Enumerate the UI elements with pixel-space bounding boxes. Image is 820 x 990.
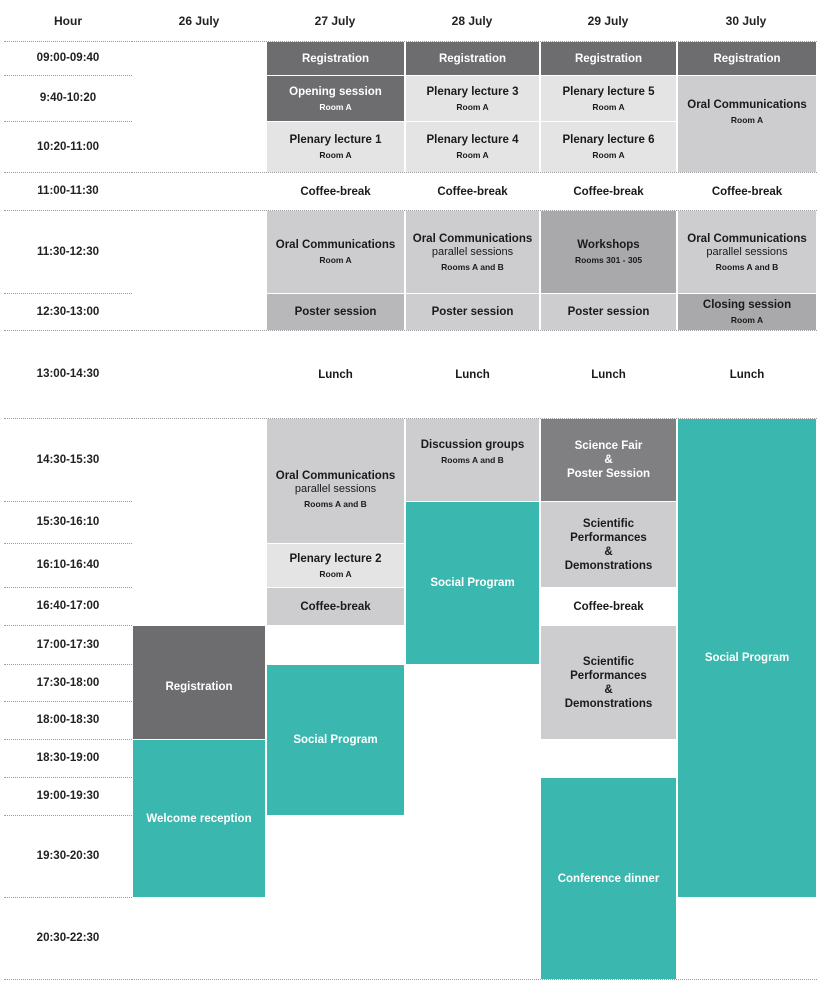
row-divider [4,979,132,980]
event-title: Registration [574,52,643,65]
event-subtitle: parallel sessions [294,482,377,495]
scientific-performances-1 [541,502,676,587]
coffee-break-28-morning [406,173,539,210]
event-title: Oral Communications [412,232,533,245]
event-room: Rooms 301 - 305 [574,255,643,265]
poster-session-29 [541,294,676,330]
event-title: Plenary lecture 3 [426,85,519,98]
oral-communications-27-afternoon [267,419,404,543]
row-divider [132,979,817,980]
registration-29 [541,42,676,75]
coffee-break-27-morning [267,173,404,210]
event-room: Rooms A and B [441,261,504,272]
time-slot-label: 20:30-22:30 [36,932,100,944]
plenary-lecture-3 [406,76,539,121]
event-title: Social Program [430,577,515,589]
event-room: Room A [456,150,489,160]
workshops [541,211,676,293]
event-title: Social Program [293,734,378,746]
time-slot-label: 18:00-18:30 [36,714,100,726]
event-title: Workshops [577,239,640,251]
scientific-performances-2 [541,626,676,739]
time-slot-label: 09:00-09:40 [36,52,100,64]
time-slot-label: 18:30-19:00 [36,752,100,764]
time-slot-label: 12:30-13:00 [36,305,100,318]
event-room: Rooms A and B [715,261,779,272]
opening-session [267,76,404,121]
time-slot-label: 16:10-16:40 [36,559,100,571]
registration-27 [267,42,404,75]
time-slot-label: 9:40-10:20 [39,92,97,104]
event-title: Coffee-break [300,185,371,198]
event-title: Oral Communications [687,232,807,245]
event-title: Conference dinner [557,872,660,885]
event-title: Plenary lecture 1 [289,134,382,146]
event-subtitle: parallel sessions [431,245,514,258]
event-title: Plenary lecture 6 [562,134,655,146]
time-slot-label: 17:30-18:00 [36,676,100,689]
oral-communications-27 [267,211,404,293]
event-subtitle: parallel sessions [706,245,788,258]
event-title: Coffee-break [573,600,644,613]
event-title: Scientific Performances & Demonstrations [564,517,653,572]
event-title: Lunch [591,368,626,381]
registration-30 [678,42,816,75]
event-title: Discussion groups [420,439,525,451]
event-room: Room A [319,568,352,579]
registration-26 [133,626,265,739]
oral-communications-28 [406,211,539,293]
social-program-28 [406,502,539,664]
time-slot-label: 13:00-14:30 [36,368,100,380]
science-fair [541,419,676,501]
plenary-lecture-2 [267,544,404,587]
event-room: Room A [592,101,625,112]
social-program-27 [267,665,404,815]
oral-communications-30-morning [678,76,816,172]
time-slot-label: 16:40-17:00 [36,600,100,612]
event-title: Coffee-break [711,185,783,198]
event-title: Plenary lecture 2 [289,552,382,565]
event-title: Lunch [318,368,353,381]
plenary-lecture-6 [541,122,676,172]
lunch-29 [541,331,676,418]
header-day: 29 July [587,14,629,28]
time-slot-label: 11:00-11:30 [37,185,99,197]
header-day: 28 July [451,14,493,28]
coffee-break-27-afternoon [267,588,404,625]
time-slot-label: 17:00-17:30 [36,638,100,651]
header-day: 30 July [725,14,767,28]
event-title: Oral Communications [275,469,396,482]
event-title: Coffee-break [300,600,371,613]
welcome-reception [133,740,265,897]
poster-session-27 [267,294,404,330]
discussion-groups [406,419,539,501]
lunch-28 [406,331,539,418]
event-title: Coffee-break [573,185,644,198]
plenary-lecture-4 [406,122,539,172]
event-title: Registration [438,52,507,65]
event-title: Lunch [455,368,490,381]
lunch-30 [678,331,816,418]
time-slot-label: 11:30-12:30 [36,245,100,258]
event-title: Plenary lecture 4 [426,134,519,146]
social-program-30 [678,419,816,897]
coffee-break-29-morning [541,173,676,210]
registration-28 [406,42,539,75]
header-day: 27 July [314,14,356,28]
oral-communications-30 [678,211,816,293]
event-title: Lunch [729,368,765,381]
event-title: Science Fair & Poster Session [566,440,651,480]
event-room: Room A [592,150,625,160]
header-day: 26 July [178,14,220,28]
event-title: Social Program [704,652,790,664]
event-title: Welcome reception [146,812,252,825]
time-slot-label: 14:30-15:30 [36,453,100,466]
event-room: Rooms A and B [304,498,367,509]
event-room: Room A [319,255,352,265]
time-slot-label: 19:30-20:30 [36,850,100,862]
time-slot-label: 15:30-16:10 [36,516,100,528]
event-title: Poster session [567,306,650,318]
event-room: Rooms A and B [441,455,504,465]
time-slot-label: 10:20-11:00 [36,140,100,153]
event-room: Room A [456,101,489,112]
event-title: Registration [165,680,233,693]
time-slot-label: 19:00-19:30 [36,790,100,802]
closing-session [678,294,816,330]
event-title: Opening session [289,85,382,98]
event-title: Poster session [431,306,514,318]
plenary-lecture-1 [267,122,404,172]
event-room: Room A [730,315,764,325]
event-room: Room A [319,150,352,160]
conference-dinner [541,778,676,979]
event-title: Oral Communications [687,99,807,111]
event-title: Closing session [702,299,792,311]
event-title: Scientific Performances & Demonstrations [564,655,653,710]
event-title: Coffee-break [437,185,508,198]
event-title: Registration [301,52,370,65]
coffee-break-30-morning [678,173,816,210]
event-title: Registration [713,52,781,65]
header-hour: Hour [54,14,82,28]
event-room: Room A [730,115,764,125]
event-room: Room A [319,101,352,112]
event-title: Plenary lecture 5 [562,85,655,98]
lunch-27 [267,331,404,418]
event-title: Poster session [294,306,377,318]
event-title: Oral Communications [275,239,396,251]
poster-session-28 [406,294,539,330]
plenary-lecture-5 [541,76,676,121]
coffee-break-29-afternoon [541,588,676,625]
